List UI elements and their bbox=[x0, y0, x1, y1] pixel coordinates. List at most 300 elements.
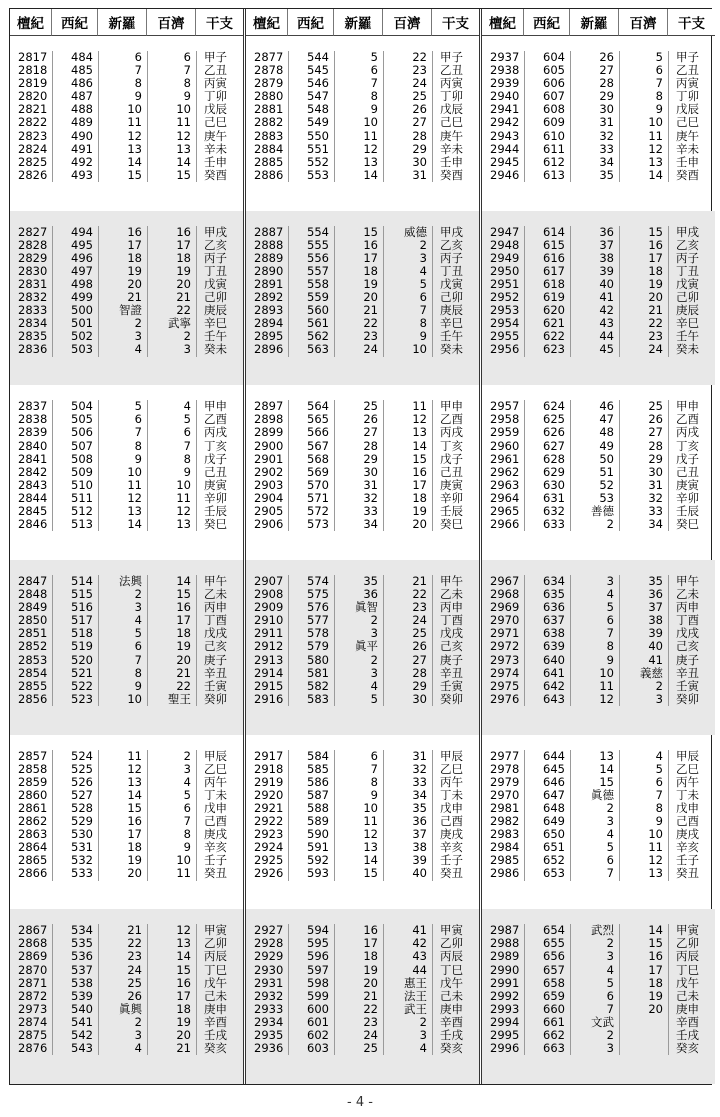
cell-baekje-year: 15 bbox=[147, 964, 196, 977]
cell-dangun-year: 2945 bbox=[490, 155, 520, 169]
table-row bbox=[10, 1003, 243, 1016]
cell-western-year: 517 bbox=[52, 614, 98, 627]
cell-dangun-year: 2962 bbox=[490, 465, 520, 479]
cell-dangun-year: 2966 bbox=[490, 518, 520, 532]
table-row bbox=[482, 252, 715, 265]
cell-baekje-year: 21 bbox=[147, 1042, 196, 1055]
cell-western-year: 541 bbox=[52, 1016, 98, 1029]
cell-western-year: 536 bbox=[52, 950, 98, 963]
cell-ganji: 丁卯 bbox=[668, 90, 715, 103]
column-header-baekje-year: 百濟 bbox=[147, 9, 196, 36]
cell-ganji: 戊戌 bbox=[432, 627, 479, 640]
table-row bbox=[10, 304, 243, 317]
cell-baekje-year: 30 bbox=[383, 693, 432, 706]
cell-ganji: 戊戌 bbox=[196, 627, 243, 640]
cell-dangun-year: 2943 bbox=[490, 129, 520, 143]
cell-ganji: 丙戌 bbox=[196, 426, 243, 439]
cell-dangun-year: 2921 bbox=[254, 802, 284, 815]
cell-western-year: 501 bbox=[52, 317, 98, 330]
cell-ganji: 壬子 bbox=[432, 854, 479, 867]
cell-ganji: 己丑 bbox=[196, 466, 243, 479]
table-row bbox=[10, 103, 243, 116]
cell-ganji: 丙寅 bbox=[196, 77, 243, 90]
cell-ganji: 壬辰 bbox=[432, 505, 479, 518]
cell-silla-year: 27 bbox=[570, 64, 619, 77]
cell-baekje-year: 23 bbox=[383, 601, 432, 614]
cell-silla-year: 25 bbox=[334, 1042, 383, 1055]
cell-silla-year: 3 bbox=[334, 667, 383, 680]
cell-baekje-year: 10 bbox=[619, 828, 668, 841]
cell-ganji: 戊申 bbox=[196, 802, 243, 815]
cell-dangun-year: 2867 bbox=[18, 924, 48, 938]
table-row bbox=[10, 867, 243, 880]
cell-western-year: 636 bbox=[524, 601, 570, 614]
table-row bbox=[482, 64, 715, 77]
cell-baekje-year: 18 bbox=[619, 977, 668, 990]
cell-baekje-year: 武寧 bbox=[147, 317, 196, 330]
cell-western-year: 555 bbox=[288, 239, 334, 252]
table-row bbox=[10, 841, 243, 854]
cell-dangun-year: 2846 bbox=[18, 518, 48, 532]
table-row bbox=[10, 601, 243, 614]
cell-ganji: 戊寅 bbox=[432, 278, 479, 291]
cell-dangun-year: 2824 bbox=[18, 142, 48, 156]
table-row bbox=[482, 1003, 715, 1016]
cell-dangun-year: 2831 bbox=[18, 277, 48, 291]
table-row bbox=[10, 680, 243, 693]
cell-ganji: 丁丑 bbox=[432, 265, 479, 278]
cell-western-year: 618 bbox=[524, 278, 570, 291]
cell-western-year: 559 bbox=[288, 291, 334, 304]
cell-ganji: 乙亥 bbox=[196, 239, 243, 252]
cell-silla-year: 29 bbox=[334, 453, 383, 466]
table-row bbox=[246, 601, 479, 614]
cell-baekje-year: 6 bbox=[147, 426, 196, 439]
cell-ganji: 辛亥 bbox=[432, 841, 479, 854]
cell-western-year: 521 bbox=[52, 667, 98, 680]
cell-western-year: 535 bbox=[52, 937, 98, 950]
cell-western-year: 622 bbox=[524, 330, 570, 343]
table-row bbox=[246, 103, 479, 116]
cell-dangun-year: 2928 bbox=[254, 937, 284, 951]
cell-dangun-year: 2948 bbox=[490, 238, 520, 252]
cell-ganji: 辛丑 bbox=[196, 667, 243, 680]
table-row bbox=[246, 317, 479, 330]
cell-dangun-year: 2957 bbox=[490, 400, 520, 414]
cell-baekje-year: 30 bbox=[383, 156, 432, 169]
cell-baekje-year: 4 bbox=[619, 750, 668, 763]
cell-ganji: 戊辰 bbox=[196, 103, 243, 116]
cell-western-year: 610 bbox=[524, 130, 570, 143]
cell-silla-year: 16 bbox=[98, 815, 147, 828]
cell-silla-year: 21 bbox=[98, 291, 147, 304]
cell-dangun-year: 2855 bbox=[18, 679, 48, 693]
cell-silla-year: 4 bbox=[334, 680, 383, 693]
cell-silla-year: 12 bbox=[98, 130, 147, 143]
cell-ganji: 丁巳 bbox=[432, 964, 479, 977]
cell-silla-year: 7 bbox=[570, 627, 619, 640]
cell-baekje-year: 30 bbox=[619, 466, 668, 479]
table-row bbox=[246, 627, 479, 640]
table-row bbox=[482, 317, 715, 330]
cell-dangun-year: 2907 bbox=[254, 574, 284, 588]
cell-silla-year: 2 bbox=[570, 518, 619, 531]
cell-silla-year: 15 bbox=[334, 867, 383, 880]
cell-baekje-year: 26 bbox=[383, 640, 432, 653]
cell-ganji: 丙申 bbox=[668, 601, 715, 614]
table-row bbox=[246, 950, 479, 963]
cell-ganji: 己酉 bbox=[196, 815, 243, 828]
table-row bbox=[482, 143, 715, 156]
cell-baekje-year: 2 bbox=[147, 330, 196, 343]
cell-western-year: 633 bbox=[524, 518, 570, 531]
cell-dangun-year: 2926 bbox=[254, 867, 284, 881]
cell-ganji: 庚午 bbox=[668, 130, 715, 143]
cell-baekje-year: 31 bbox=[619, 479, 668, 492]
cell-silla-year: 眞興 bbox=[98, 1003, 147, 1016]
cell-silla-year: 6 bbox=[334, 64, 383, 77]
cell-dangun-year: 2845 bbox=[18, 505, 48, 519]
cell-ganji: 壬午 bbox=[432, 330, 479, 343]
cell-dangun-year: 2934 bbox=[254, 1015, 284, 1029]
cell-dangun-year: 2885 bbox=[254, 155, 284, 169]
cell-ganji: 乙丑 bbox=[668, 64, 715, 77]
cell-western-year: 487 bbox=[52, 90, 98, 103]
table-row bbox=[246, 588, 479, 601]
cell-baekje-year: 18 bbox=[147, 1003, 196, 1016]
cell-baekje-year: 21 bbox=[147, 667, 196, 680]
cell-western-year: 603 bbox=[288, 1042, 334, 1055]
column-header-ganji: 干支 bbox=[668, 9, 715, 36]
cell-ganji: 丁酉 bbox=[196, 614, 243, 627]
cell-baekje-year: 15 bbox=[619, 937, 668, 950]
cell-dangun-year: 2836 bbox=[18, 343, 48, 357]
cell-western-year: 550 bbox=[288, 130, 334, 143]
cell-ganji: 己卯 bbox=[668, 291, 715, 304]
cell-ganji: 壬戌 bbox=[668, 1029, 715, 1042]
cell-ganji: 乙巳 bbox=[668, 763, 715, 776]
cell-dangun-year: 2938 bbox=[490, 64, 520, 78]
cell-western-year: 639 bbox=[524, 640, 570, 653]
row-group bbox=[246, 735, 479, 910]
cell-ganji: 丙辰 bbox=[668, 950, 715, 963]
cell-silla-year: 16 bbox=[98, 226, 147, 239]
cell-ganji: 己丑 bbox=[668, 466, 715, 479]
cell-baekje-year: 17 bbox=[147, 614, 196, 627]
cell-dangun-year: 2827 bbox=[18, 225, 48, 239]
cell-baekje-year: 27 bbox=[383, 654, 432, 667]
cell-baekje-year: 33 bbox=[383, 776, 432, 789]
cell-dangun-year: 2949 bbox=[490, 251, 520, 265]
cell-western-year: 564 bbox=[288, 400, 334, 413]
cell-western-year: 583 bbox=[288, 693, 334, 706]
cell-baekje-year: 7 bbox=[383, 304, 432, 317]
cell-ganji: 己未 bbox=[668, 990, 715, 1003]
cell-dangun-year: 2933 bbox=[254, 1002, 284, 1016]
cell-ganji: 戊申 bbox=[668, 802, 715, 815]
cell-western-year: 561 bbox=[288, 317, 334, 330]
cell-western-year: 546 bbox=[288, 77, 334, 90]
cell-baekje-year: 義慈 bbox=[619, 667, 668, 680]
cell-dangun-year: 2860 bbox=[18, 788, 48, 802]
cell-ganji: 甲申 bbox=[668, 400, 715, 413]
cell-silla-year: 24 bbox=[334, 1029, 383, 1042]
cell-baekje-year: 9 bbox=[619, 815, 668, 828]
cell-baekje-year: 13 bbox=[619, 867, 668, 880]
table-row bbox=[10, 90, 243, 103]
cell-dangun-year: 2832 bbox=[18, 291, 48, 305]
cell-baekje-year: 17 bbox=[147, 990, 196, 1003]
table-row bbox=[10, 950, 243, 963]
table-row bbox=[246, 440, 479, 453]
cell-western-year: 601 bbox=[288, 1016, 334, 1029]
cell-western-year: 503 bbox=[52, 343, 98, 356]
cell-ganji: 甲申 bbox=[196, 400, 243, 413]
cell-western-year: 661 bbox=[524, 1016, 570, 1029]
table-row bbox=[246, 291, 479, 304]
cell-ganji: 丙申 bbox=[196, 601, 243, 614]
table-row bbox=[246, 815, 479, 828]
cell-dangun-year: 2960 bbox=[490, 439, 520, 453]
table-row bbox=[10, 226, 243, 239]
table-row bbox=[10, 492, 243, 505]
cell-silla-year: 6 bbox=[570, 854, 619, 867]
cell-dangun-year: 2915 bbox=[254, 679, 284, 693]
cell-baekje-year: 8 bbox=[147, 453, 196, 466]
cell-baekje-year: 10 bbox=[383, 343, 432, 356]
cell-dangun-year: 2968 bbox=[490, 588, 520, 602]
cell-western-year: 594 bbox=[288, 924, 334, 937]
cell-silla-year: 22 bbox=[334, 317, 383, 330]
table-row bbox=[246, 239, 479, 252]
cell-ganji: 甲午 bbox=[668, 575, 715, 588]
cell-ganji: 乙酉 bbox=[432, 413, 479, 426]
cell-silla-year: 9 bbox=[334, 789, 383, 802]
cell-western-year: 510 bbox=[52, 479, 98, 492]
cell-western-year: 485 bbox=[52, 64, 98, 77]
cell-baekje-year: 41 bbox=[383, 924, 432, 937]
cell-dangun-year: 2970 bbox=[490, 614, 520, 628]
cell-ganji: 辛亥 bbox=[668, 841, 715, 854]
cell-dangun-year: 2975 bbox=[490, 679, 520, 693]
cell-silla-year: 5 bbox=[334, 51, 383, 64]
cell-western-year: 537 bbox=[52, 964, 98, 977]
cell-silla-year: 2 bbox=[570, 802, 619, 815]
cell-ganji: 丙午 bbox=[196, 776, 243, 789]
cell-silla-year: 29 bbox=[570, 90, 619, 103]
cell-dangun-year: 2958 bbox=[490, 413, 520, 427]
cell-western-year: 663 bbox=[524, 1042, 570, 1055]
table-row bbox=[482, 226, 715, 239]
cell-ganji: 甲戌 bbox=[196, 226, 243, 239]
cell-dangun-year: 2826 bbox=[18, 168, 48, 182]
cell-western-year: 509 bbox=[52, 466, 98, 479]
cell-baekje-year: 3 bbox=[383, 1029, 432, 1042]
cell-silla-year: 23 bbox=[334, 330, 383, 343]
cell-ganji: 庚寅 bbox=[196, 479, 243, 492]
table-row bbox=[246, 977, 479, 990]
table-row bbox=[10, 1029, 243, 1042]
column-header-silla-year: 新羅 bbox=[570, 9, 619, 36]
cell-silla-year: 8 bbox=[98, 77, 147, 90]
cell-ganji: 己亥 bbox=[196, 640, 243, 653]
cell-dangun-year: 2973 bbox=[490, 653, 520, 667]
cell-dangun-year: 2925 bbox=[254, 854, 284, 868]
cell-dangun-year: 2918 bbox=[254, 762, 284, 776]
cell-dangun-year: 2839 bbox=[18, 426, 48, 440]
cell-silla-year: 31 bbox=[570, 116, 619, 129]
cell-baekje-year: 34 bbox=[619, 518, 668, 531]
cell-silla-year: 44 bbox=[570, 330, 619, 343]
table-row bbox=[10, 977, 243, 990]
cell-western-year: 660 bbox=[524, 1003, 570, 1016]
table-row bbox=[482, 977, 715, 990]
cell-ganji: 戊辰 bbox=[432, 103, 479, 116]
cell-silla-year: 22 bbox=[98, 937, 147, 950]
cell-baekje-year: 41 bbox=[619, 654, 668, 667]
cell-western-year: 492 bbox=[52, 156, 98, 169]
table-row bbox=[482, 169, 715, 182]
column-header-baekje-year: 百濟 bbox=[619, 9, 668, 36]
cell-western-year: 637 bbox=[524, 614, 570, 627]
cell-dangun-year: 2994 bbox=[490, 1015, 520, 1029]
row-group bbox=[246, 560, 479, 735]
table-row bbox=[246, 841, 479, 854]
table-row bbox=[10, 116, 243, 129]
table-row bbox=[482, 601, 715, 614]
table-row bbox=[482, 440, 715, 453]
cell-silla-year: 6 bbox=[570, 990, 619, 1003]
cell-western-year: 490 bbox=[52, 130, 98, 143]
cell-dangun-year: 2908 bbox=[254, 588, 284, 602]
cell-ganji: 甲子 bbox=[668, 51, 715, 64]
cell-baekje-year: 7 bbox=[147, 440, 196, 453]
cell-western-year: 498 bbox=[52, 278, 98, 291]
cell-silla-year: 5 bbox=[98, 627, 147, 640]
table-row bbox=[482, 1016, 715, 1029]
cell-baekje-year: 16 bbox=[383, 466, 432, 479]
cell-dangun-year: 2823 bbox=[18, 129, 48, 143]
cell-ganji: 癸巳 bbox=[432, 518, 479, 531]
cell-silla-year: 27 bbox=[334, 426, 383, 439]
cell-baekje-year: 20 bbox=[619, 291, 668, 304]
table-row bbox=[482, 654, 715, 667]
cell-dangun-year: 2935 bbox=[254, 1029, 284, 1043]
table-row bbox=[482, 575, 715, 588]
cell-silla-year: 16 bbox=[334, 239, 383, 252]
cell-dangun-year: 2937 bbox=[490, 50, 520, 64]
column-header-ganji: 干支 bbox=[196, 9, 243, 36]
cell-western-year: 617 bbox=[524, 265, 570, 278]
cell-western-year: 522 bbox=[52, 680, 98, 693]
cell-ganji: 丁未 bbox=[196, 789, 243, 802]
cell-dangun-year: 2982 bbox=[490, 815, 520, 829]
cell-baekje-year: 40 bbox=[619, 640, 668, 653]
table-row bbox=[10, 130, 243, 143]
cell-ganji: 壬午 bbox=[668, 330, 715, 343]
cell-ganji: 戊寅 bbox=[196, 278, 243, 291]
cell-baekje-year: 16 bbox=[147, 977, 196, 990]
cell-ganji: 癸亥 bbox=[668, 1042, 715, 1055]
cell-silla-year: 11 bbox=[98, 116, 147, 129]
cell-silla-year: 12 bbox=[98, 763, 147, 776]
cell-western-year: 578 bbox=[288, 627, 334, 640]
cell-silla-year: 法興 bbox=[98, 575, 147, 588]
cell-western-year: 568 bbox=[288, 453, 334, 466]
cell-silla-year: 32 bbox=[334, 492, 383, 505]
cell-ganji: 乙酉 bbox=[196, 413, 243, 426]
cell-baekje-year: 31 bbox=[383, 169, 432, 182]
cell-silla-year: 4 bbox=[570, 588, 619, 601]
cell-ganji: 庚寅 bbox=[432, 479, 479, 492]
table-row bbox=[482, 330, 715, 343]
cell-silla-year: 20 bbox=[98, 867, 147, 880]
page-number: - 4 - bbox=[347, 1095, 373, 1110]
cell-dangun-year: 2993 bbox=[490, 1002, 520, 1016]
cell-baekje-year: 11 bbox=[383, 400, 432, 413]
cell-western-year: 587 bbox=[288, 789, 334, 802]
cell-ganji: 丁巳 bbox=[668, 964, 715, 977]
cell-ganji: 庚申 bbox=[432, 1003, 479, 1016]
cell-western-year: 631 bbox=[524, 492, 570, 505]
cell-dangun-year: 2822 bbox=[18, 116, 48, 130]
table-row bbox=[246, 640, 479, 653]
cell-ganji: 戊戌 bbox=[668, 627, 715, 640]
cell-dangun-year: 2849 bbox=[18, 601, 48, 615]
cell-baekje-year: 25 bbox=[383, 627, 432, 640]
cell-western-year: 496 bbox=[52, 252, 98, 265]
row-group bbox=[10, 36, 243, 211]
cell-silla-year: 24 bbox=[334, 343, 383, 356]
cell-baekje-year: 32 bbox=[383, 763, 432, 776]
cell-ganji: 辛丑 bbox=[668, 667, 715, 680]
cell-dangun-year: 2929 bbox=[254, 950, 284, 964]
table-row bbox=[10, 143, 243, 156]
table-row bbox=[10, 64, 243, 77]
column-header-silla-year: 新羅 bbox=[334, 9, 383, 36]
cell-western-year: 567 bbox=[288, 440, 334, 453]
cell-western-year: 580 bbox=[288, 654, 334, 667]
cell-silla-year: 35 bbox=[570, 169, 619, 182]
cell-western-year: 556 bbox=[288, 252, 334, 265]
cell-silla-year: 11 bbox=[98, 750, 147, 763]
cell-ganji: 丁未 bbox=[668, 789, 715, 802]
table-row bbox=[482, 518, 715, 531]
cell-baekje-year: 7 bbox=[619, 789, 668, 802]
cell-baekje-year: 42 bbox=[383, 937, 432, 950]
cell-baekje-year: 21 bbox=[147, 291, 196, 304]
table-row bbox=[10, 640, 243, 653]
cell-ganji: 己亥 bbox=[432, 640, 479, 653]
cell-ganji: 癸卯 bbox=[196, 693, 243, 706]
cell-ganji: 丙子 bbox=[668, 252, 715, 265]
cell-western-year: 600 bbox=[288, 1003, 334, 1016]
cell-ganji: 乙卯 bbox=[196, 937, 243, 950]
cell-western-year: 557 bbox=[288, 265, 334, 278]
cell-silla-year: 32 bbox=[570, 130, 619, 143]
row-group bbox=[10, 909, 243, 1084]
table-row bbox=[482, 265, 715, 278]
cell-baekje-year: 22 bbox=[147, 680, 196, 693]
cell-dangun-year: 2983 bbox=[490, 828, 520, 842]
row-group bbox=[482, 36, 715, 211]
cell-dangun-year: 2857 bbox=[18, 749, 48, 763]
table-row bbox=[246, 116, 479, 129]
cell-silla-year: 47 bbox=[570, 413, 619, 426]
cell-western-year: 515 bbox=[52, 588, 98, 601]
table-row bbox=[246, 667, 479, 680]
cell-western-year: 659 bbox=[524, 990, 570, 1003]
